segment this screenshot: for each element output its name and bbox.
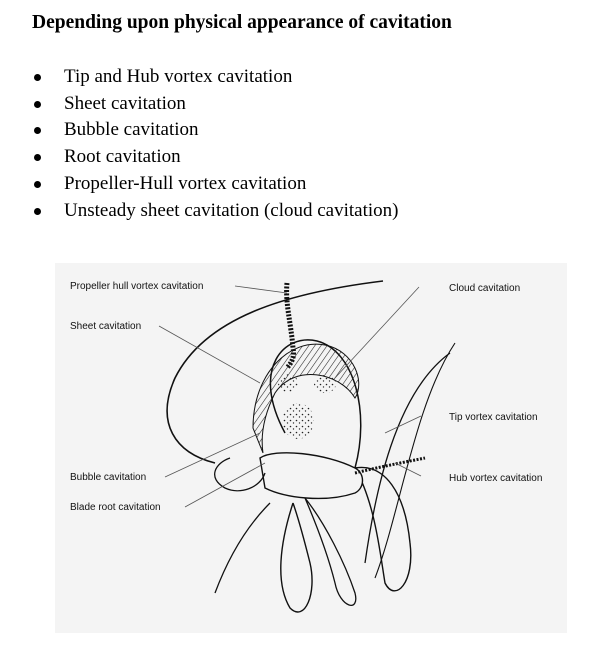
hub-vortex-tail — [355, 458, 425, 473]
list-item — [32, 171, 399, 198]
cloud-cavitation-patch-right — [314, 375, 336, 393]
list-item-text: Root cavitation — [64, 146, 181, 168]
list-item — [32, 64, 399, 91]
bullet-icon — [34, 127, 41, 134]
label-blade-root-cavitation: Blade root cavitation — [70, 502, 161, 513]
bubble-cavitation-patch — [282, 403, 314, 439]
bullet-icon — [34, 208, 41, 215]
bullet-icon — [34, 181, 41, 188]
blade-lower-left — [281, 503, 312, 612]
list-item — [32, 91, 399, 118]
leader-line — [185, 463, 265, 507]
lower-sweep-curve — [215, 503, 270, 593]
list-item — [32, 144, 399, 171]
blade-left-lobe — [215, 458, 265, 491]
leader-line — [235, 286, 287, 293]
list-item-text: Unsteady sheet cavitation (cloud cavitation) — [64, 199, 399, 221]
leader-line — [335, 287, 419, 378]
bullet-icon — [34, 154, 41, 161]
cloud-cavitation-patch-left — [278, 374, 298, 392]
list-item-text: Sheet cavitation — [64, 92, 186, 114]
label-cloud-cavitation: Cloud cavitation — [449, 283, 521, 294]
label-bubble-cavitation: Bubble cavitation — [70, 472, 147, 483]
bullet-icon — [34, 101, 41, 108]
leader-line — [165, 433, 260, 477]
section-heading: Depending upon physical appearance of cavitation — [32, 12, 452, 33]
list-item — [32, 117, 399, 144]
bullet-icon — [34, 74, 41, 81]
list-item-text: Bubble cavitation — [64, 119, 199, 141]
label-tip-vortex-cavitation: Tip vortex cavitation — [449, 412, 538, 423]
leader-line — [159, 326, 260, 383]
list-item — [32, 198, 399, 225]
propeller-diagram — [55, 263, 567, 633]
label-sheet-cavitation: Sheet cavitation — [70, 321, 142, 332]
tip-vortex-curve — [365, 353, 450, 563]
leader-line — [385, 416, 421, 433]
label-hub-vortex-cavitation: Hub vortex cavitation — [449, 473, 543, 484]
propeller-cavitation-figure — [55, 263, 567, 633]
blade-lower-middle — [305, 498, 356, 605]
hub-body — [260, 453, 363, 499]
list-item-text: Propeller-Hull vortex cavitation — [64, 172, 307, 194]
list-item-text: Tip and Hub vortex cavitation — [64, 66, 293, 87]
cavitation-type-list — [32, 64, 399, 224]
label-propeller-hull-vortex: Propeller hull vortex cavitation — [70, 281, 204, 292]
